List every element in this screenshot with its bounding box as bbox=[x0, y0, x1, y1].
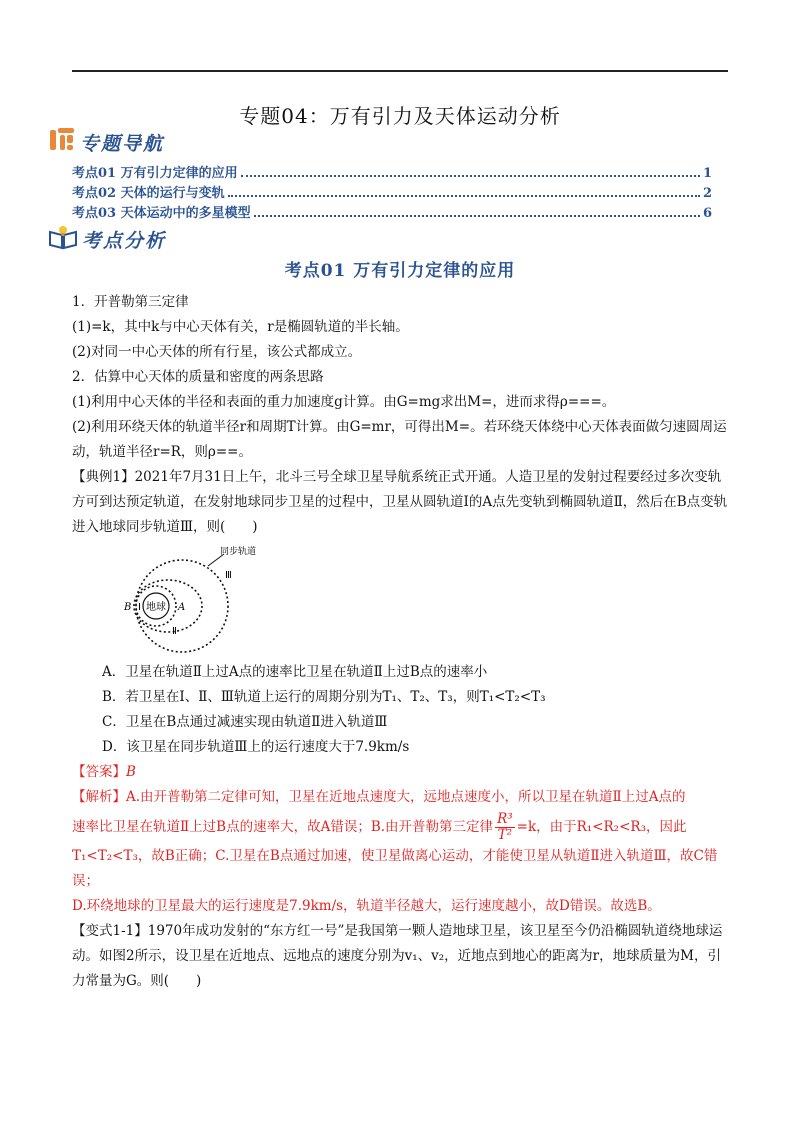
nav-banner bbox=[48, 126, 164, 158]
paragraph: (1)=k，其中k与中心天体有关，r是椭圆轨道的半长轴。 bbox=[72, 319, 409, 335]
analysis-banner-label: 考点分析 bbox=[82, 229, 167, 252]
toc-item[interactable]: 考点02 天体的运行与变轨 2 bbox=[72, 186, 712, 201]
analysis-line: 【解析】A.由开普勒第二定律可知，卫星在近地点速度大，远地点速度小，所以卫星在轨道Ⅱ上过A点的 bbox=[72, 789, 686, 805]
option-a: A．卫星在轨道Ⅱ上过A点的速率比卫星在轨道Ⅱ上过B点的速率小 bbox=[102, 664, 488, 680]
orbit-diagram bbox=[112, 544, 262, 654]
orbit-II-label: Ⅱ bbox=[172, 626, 177, 637]
page-title: 专题04：万有引力及天体运动分析 bbox=[239, 104, 561, 128]
paragraph: 1．开普勒第三定律 bbox=[72, 294, 189, 310]
analysis-line: 速率比卫星在轨道Ⅱ上过B点的速率大，故A错误；B.由开普勒第三定律 $\frac{\text{R³}}{\text{T²}}$ =k，由于R₁<R₂<R₃，因此 bbox=[72, 811, 687, 843]
answer-label: 【答案】 bbox=[72, 764, 126, 780]
point-B-label: B bbox=[124, 602, 132, 613]
analysis-label: 【解析】 bbox=[72, 789, 126, 805]
point-A-label: A bbox=[178, 602, 186, 613]
top-rule bbox=[72, 70, 728, 72]
earth-label: 地球 bbox=[146, 602, 166, 613]
analysis-line: D.环绕地球的卫星最大的运行速度是7.9km/s，轨道半径越大，运行速度越小，故D错误。故选B。 bbox=[72, 898, 661, 914]
paragraph: (1)利用中心天体的半径和表面的重力加速度g计算。由G=mg求出M=，进而求得ρ===。 bbox=[72, 394, 616, 410]
analysis-banner bbox=[48, 224, 166, 254]
option-b: B．若卫星在Ⅰ、Ⅱ、Ⅲ轨道上运行的周期分别为T₁、T₂、T₃，则T₁<T₂<T₃ bbox=[102, 689, 546, 705]
paragraph: 2．估算中心天体的质量和密度的两条思路 bbox=[72, 369, 324, 385]
section-title: 考点01 万有引力定律的应用 bbox=[284, 261, 516, 281]
kepler-fraction: $\frac{\text{R³}}{\text{T²}}$ bbox=[497, 811, 513, 843]
example-question: 【典例1】2021年7月31日上午，北斗三号全球卫星导航系统正式开通。人造卫星的发射过程要经过多次变轨方可到达预定轨道，在发射地球同步卫星的过程中，卫星从圆轨道Ⅰ的A点先变轨到椭圆轨道Ⅱ，然后在B点变轨进入地球同步轨道Ⅲ，则( ) bbox=[72, 469, 728, 535]
book-lightbulb-icon bbox=[48, 224, 78, 254]
nav-banner-label: 专题导航 bbox=[80, 132, 165, 155]
answer bbox=[72, 760, 728, 785]
orbit-II bbox=[134, 580, 202, 632]
toc-item[interactable]: 考点03 天体运动中的多星模型 6 bbox=[72, 206, 712, 221]
table-of-contents bbox=[72, 162, 712, 222]
option-c: C．卫星在B点通过减速实现由轨道Ⅱ进入轨道Ⅲ bbox=[102, 714, 388, 730]
toc-item[interactable]: 考点01 万有引力定律的应用 1 bbox=[72, 166, 712, 181]
answer-value: B bbox=[126, 764, 136, 780]
orbit-III-label: Ⅲ bbox=[225, 570, 232, 581]
sync-orbit-label: 同步轨道 bbox=[220, 547, 257, 557]
paragraph: (2)对同一中心天体的所有行星，该公式都成立。 bbox=[72, 344, 362, 360]
analysis-line: T₁<T₂<T₃，故B正确；C.卫星在B点通过加速，使卫星做离心运动，才能使卫星从轨道Ⅱ进入轨道Ⅲ，故C错误； bbox=[72, 848, 718, 889]
navigation-icon bbox=[48, 126, 76, 158]
paragraph: (2)利用环绕天体的轨道半径r和周期T计算。由G=mr，可得出M=。若环绕天体绕中心天体表面做匀速圆周运动，轨道半径r=R，则ρ==。 bbox=[72, 419, 727, 460]
variant-question: 【变式1-1】1970年成功发射的“东方红一号”是我国第一颗人造地球卫星，该卫星至今仍沿椭圆轨道绕地球运动。如图2所示，设卫星在近地点、远地点的速度分别为v₁、v₂，近地点到地心的距离为r，地球质量为M，引力常量为G。则( ) bbox=[72, 923, 723, 989]
orbit-I-label: Ⅰ bbox=[138, 602, 141, 613]
document-body bbox=[72, 290, 728, 994]
option-d: D．该卫星在同步轨道Ⅲ上的运行速度大于7.9km/s bbox=[102, 739, 410, 755]
